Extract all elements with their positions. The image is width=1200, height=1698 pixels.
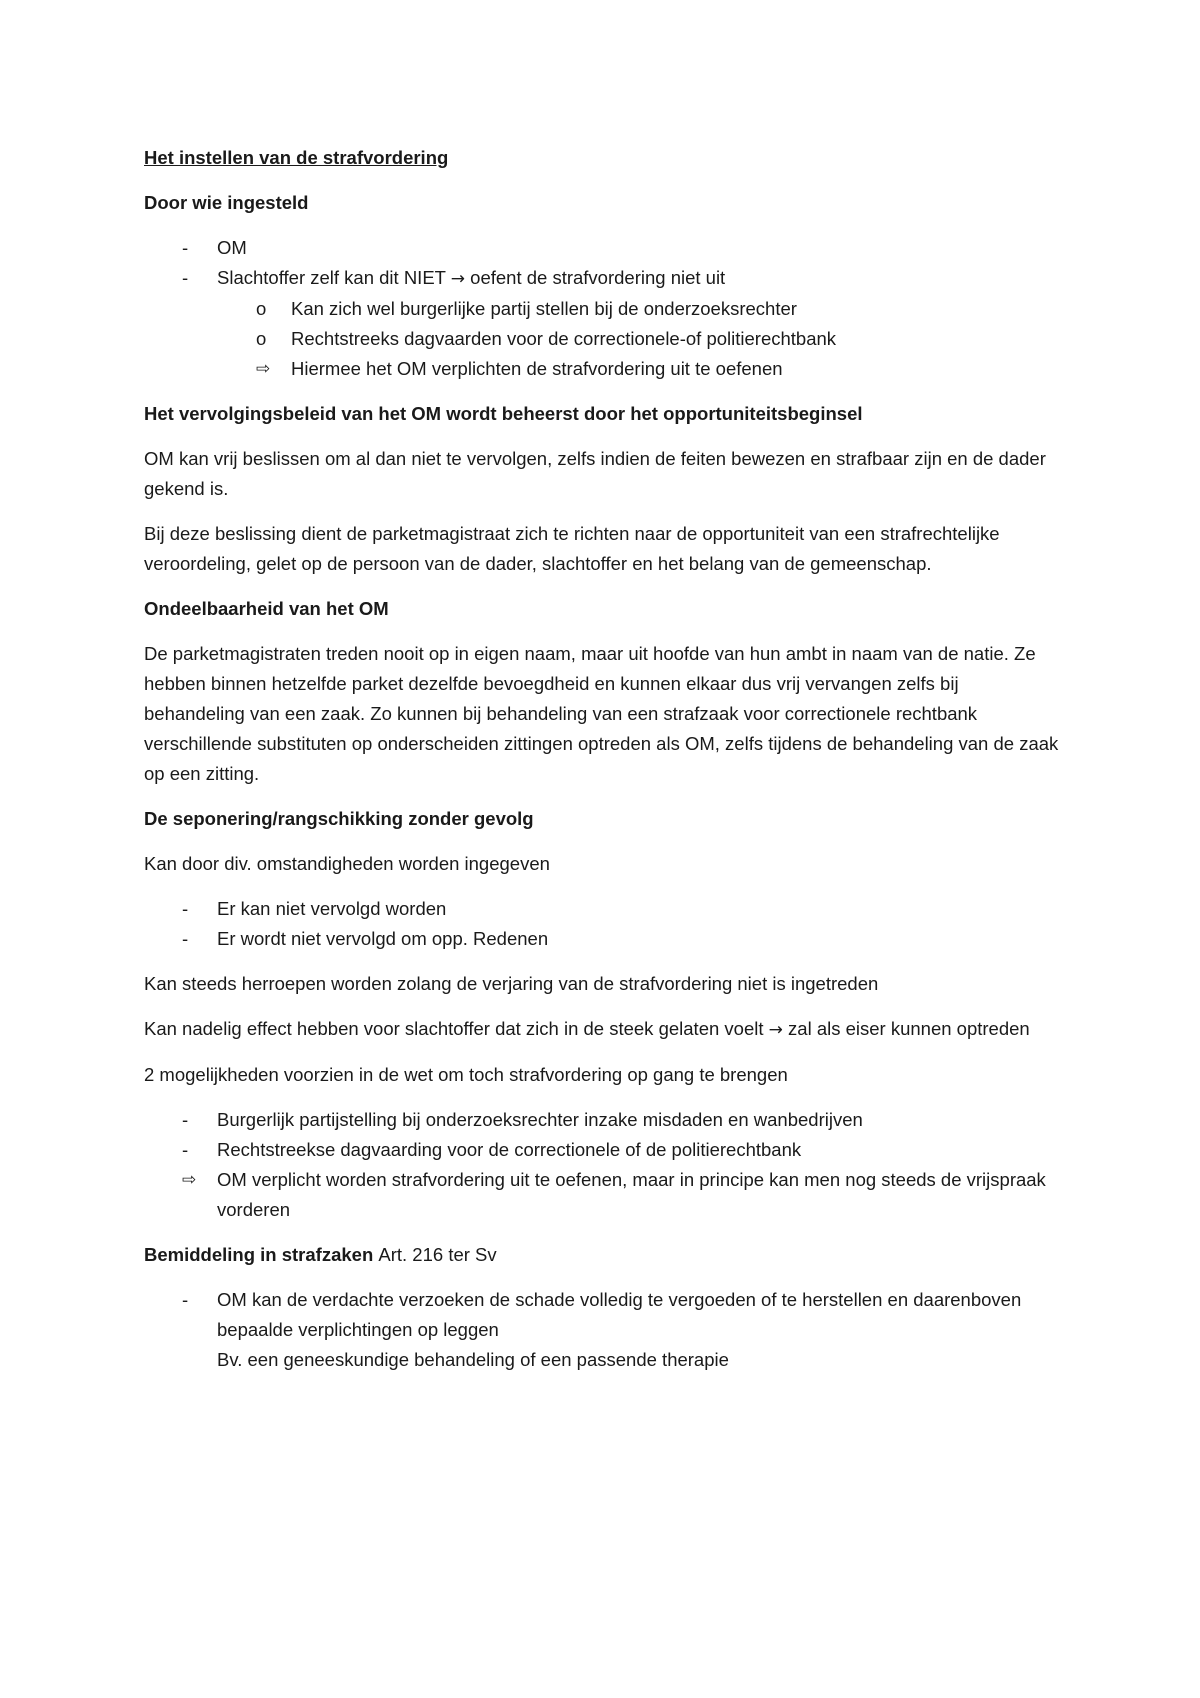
list-item [144, 1165, 1064, 1225]
document-content [144, 143, 1064, 1390]
list-item [144, 894, 1064, 924]
list-item-text: Hiermee het OM verplichten de strafvordering uit te oefenen [291, 358, 783, 379]
list-item-text: OM [217, 237, 247, 258]
section-heading-seponering: De seponering/rangschikking zonder gevolg [144, 808, 534, 829]
list-item-extra-text: Bv. een geneeskundige behandeling of een passende therapie [217, 1349, 729, 1370]
list-item [144, 1285, 1064, 1375]
dash-marker: - [182, 267, 189, 288]
outline-arrow-icon: ⇨ [256, 359, 271, 379]
list-item-text: Er wordt niet vervolgd om opp. Redenen [217, 928, 549, 949]
circle-marker: o [256, 328, 267, 349]
list-item-text: Rechtstreekse dagvaarding voor de correctionele of de politierechtbank [217, 1139, 802, 1160]
section-heading-ondeelbaarheid: Ondeelbaarheid van het OM [144, 598, 389, 619]
section-heading-door-wie: Door wie ingesteld [144, 192, 309, 213]
dash-marker: - [182, 1139, 189, 1160]
dash-marker: - [182, 928, 189, 949]
heading-normal-text: Art. 216 ter Sv [378, 1244, 497, 1265]
bullet-list [144, 1285, 1064, 1375]
list-item-text: OM kan de verdachte verzoeken de schade volledig te vergoeden of te herstellen en daarenboven bepaalde verplichtingen op leggen [217, 1289, 1022, 1340]
dash-marker: - [182, 898, 189, 919]
list-item-text: Rechtstreeks dagvaarden voor de correctionele-of politierechtbank [291, 328, 837, 349]
list-item [144, 294, 1064, 324]
circle-marker: o [256, 298, 267, 319]
list-item-text: Burgerlijk partijstelling bij onderzoeksrechter inzake misdaden en wanbedrijven [217, 1109, 863, 1130]
paragraph [144, 1014, 1064, 1045]
heading-bold-text: Bemiddeling in strafzaken [144, 1244, 374, 1265]
paragraph-text: zal als eiser kunnen optreden [788, 1018, 1030, 1039]
dash-marker: - [182, 1289, 189, 1310]
document-title: Het instellen van de strafvordering [144, 147, 449, 168]
list-item-text: oefent de strafvordering niet uit [470, 267, 726, 288]
list-item [144, 263, 1064, 294]
dash-marker: - [182, 237, 189, 258]
section-heading-bemiddeling [144, 1240, 1064, 1270]
bullet-list [144, 1105, 1064, 1225]
section-heading-vervolgingsbeleid: Het vervolgingsbeleid van het OM wordt beheerst door het opportuniteitsbeginsel [144, 403, 863, 424]
paragraph: Bij deze beslissing dient de parketmagistraat zich te richten naar de opportuniteit van een strafrechtelijke veroordeling, gelet op de persoon van de dader, slachtoffer en het belang van de gemeenschap. [144, 523, 1000, 574]
paragraph: OM kan vrij beslissen om al dan niet te vervolgen, zelfs indien de feiten bewezen en strafbaar zijn en de dader gekend is. [144, 448, 1046, 499]
paragraph: Kan door div. omstandigheden worden ingegeven [144, 853, 550, 874]
arrow-right-icon: → [450, 269, 466, 289]
list-item [144, 324, 1064, 354]
list-item [144, 1135, 1064, 1165]
list-item-text: OM verplicht worden strafvordering uit te oefenen, maar in principe kan men nog steeds de vrijspraak vorderen [217, 1169, 1046, 1220]
paragraph: Kan steeds herroepen worden zolang de verjaring van de strafvordering niet is ingetreden [144, 973, 879, 994]
bullet-list [144, 233, 1064, 384]
list-item [144, 354, 1064, 384]
paragraph: 2 mogelijkheden voorzien in de wet om toch strafvordering op gang te brengen [144, 1064, 788, 1085]
list-item-text: Slachtoffer zelf kan dit NIET [217, 267, 446, 288]
list-item [144, 924, 1064, 954]
bullet-list [144, 894, 1064, 954]
list-item-text: Kan zich wel burgerlijke partij stellen bij de onderzoeksrechter [291, 298, 797, 319]
list-item [144, 1105, 1064, 1135]
arrow-right-icon: → [768, 1020, 783, 1040]
paragraph: De parketmagistraten treden nooit op in eigen naam, maar uit hoofde van hun ambt in naam van de natie. Ze hebben binnen hetzelfde parket dezelfde bevoegdheid en kunnen elkaar dus vrij vervangen zelfs bij behandeling van een zaak. Zo kunnen bij behandeling van een strafzaak voor correctionele rechtbank verschillende substituten op onderscheiden zittingen optreden als OM, zelfs tijdens de behandeling van de zaak op een zitting. [144, 643, 1059, 784]
paragraph-text: Kan nadelig effect hebben voor slachtoffer dat zich in de steek gelaten voelt [144, 1018, 764, 1039]
list-item [144, 233, 1064, 263]
outline-arrow-icon: ⇨ [182, 1170, 197, 1190]
dash-marker: - [182, 1109, 189, 1130]
list-item-text: Er kan niet vervolgd worden [217, 898, 447, 919]
